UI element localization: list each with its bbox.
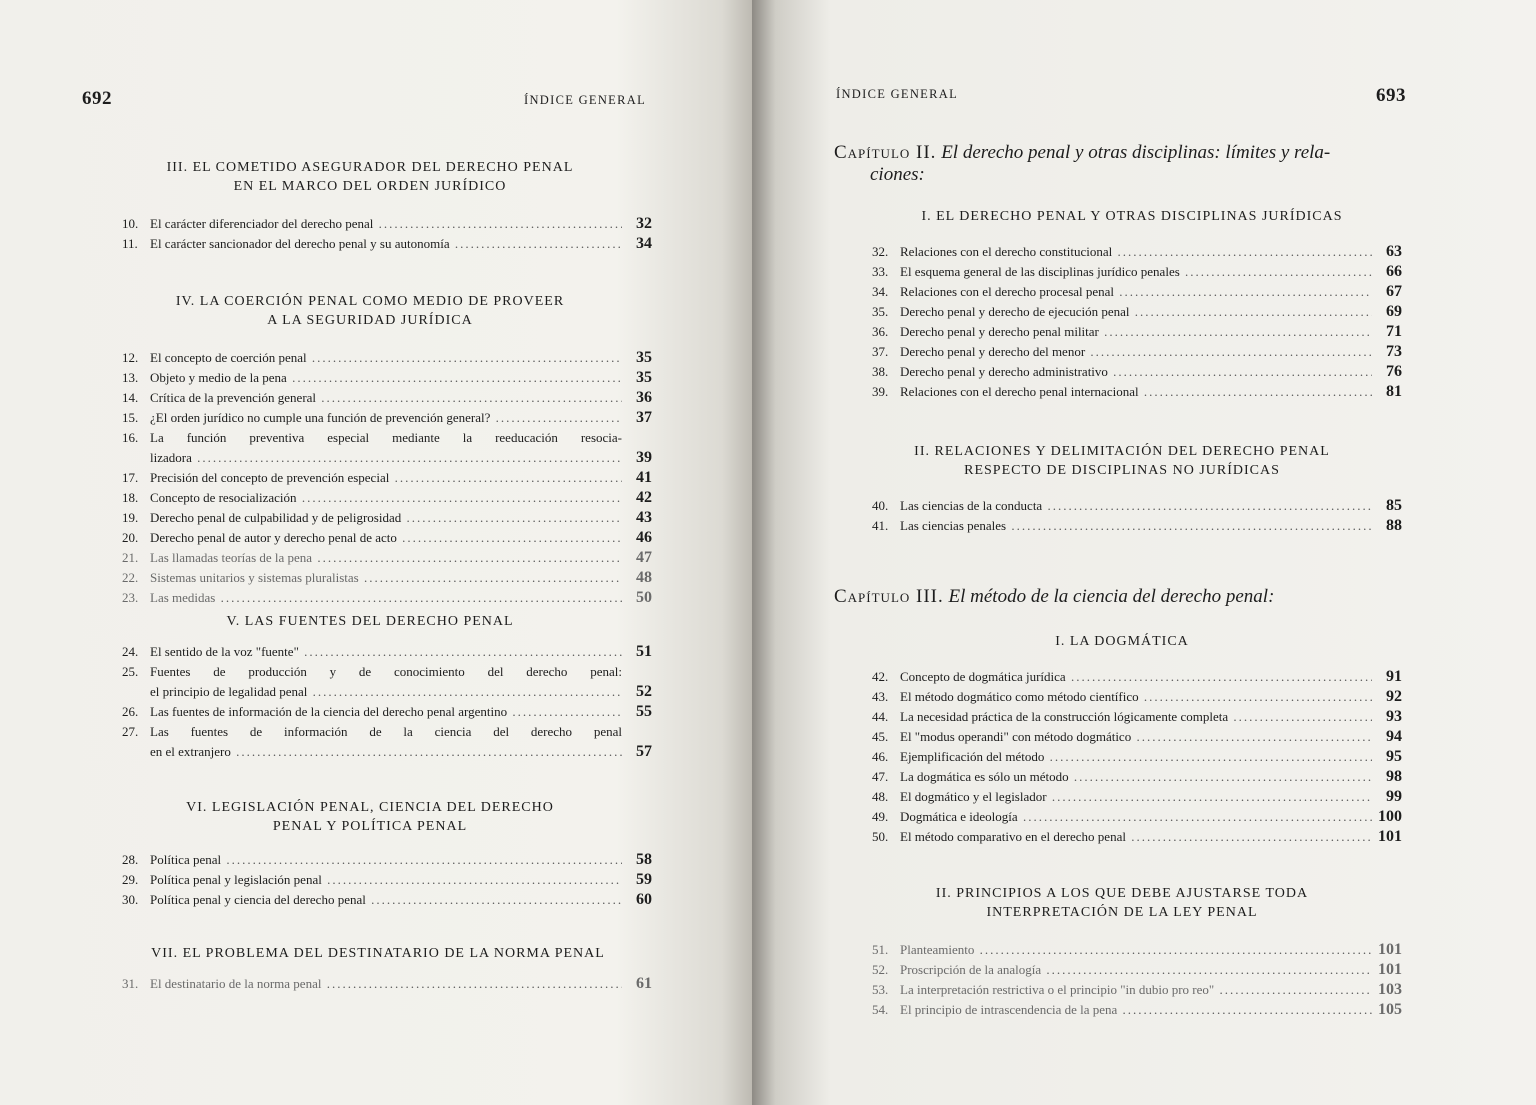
toc-list [122, 850, 652, 910]
toc-entry[interactable]: 41. Las ciencias penales ..... 88 [872, 516, 1402, 536]
toc-entry[interactable]: 14. Crítica de la prevención general ..... 36 [122, 388, 652, 408]
toc-list [122, 348, 652, 608]
toc-entry[interactable]: 16. La función preventiva especial mediante la reeducación resocia- lizadora ..... 39 [122, 428, 652, 468]
toc-entry[interactable]: 54. El principio de intrascendencia de la pena ..... 105 [872, 1000, 1402, 1020]
section-title: IV. LA COERCIÓN PENAL COMO MEDIO DE PROVEER A LA SEGURIDAD JURÍDICA [175, 294, 565, 328]
left-page [0, 0, 752, 1105]
toc-entry[interactable]: 29. Política penal y legislación penal ..... 59 [122, 870, 652, 890]
toc-entry[interactable]: 46. Ejemplificación del método ..... 95 [872, 747, 1402, 767]
toc-entry[interactable]: 36. Derecho penal y derecho penal militar ..... 71 [872, 322, 1402, 342]
toc-entry[interactable]: 23. Las medidas ..... 50 [122, 588, 652, 608]
toc-list [872, 940, 1402, 1020]
toc-entry[interactable]: 32. Relaciones con el derecho constitucional ..... 63 [872, 242, 1402, 262]
toc-entry[interactable]: 48. El dogmático y el legislador ..... 99 [872, 787, 1402, 807]
toc-entry[interactable]: 38. Derecho penal y derecho administrativo ..... 76 [872, 362, 1402, 382]
section-title: VII. EL PROBLEMA DEL DESTINATARIO DE LA NORMA PENAL [151, 946, 605, 961]
toc-entry[interactable]: 33. El esquema general de las disciplinas jurídico penales ..... 66 [872, 262, 1402, 282]
toc-entry[interactable]: 10. El carácter diferenciador del derecho penal ..... 32 [122, 214, 652, 234]
toc-entry[interactable]: 15. ¿El orden jurídico no cumple una función de prevención general? ..... 37 [122, 408, 652, 428]
toc-entry[interactable]: 35. Derecho penal y derecho de ejecución penal ..... 69 [872, 302, 1402, 322]
toc-list [872, 496, 1402, 536]
section-title: III. EL COMETIDO ASEGURADOR DEL DERECHO PENAL EN EL MARCO DEL ORDEN JURÍDICO [166, 160, 574, 194]
toc-entry[interactable]: 52. Proscripción de la analogía ..... 101 [872, 960, 1402, 980]
chapter-heading: Capítulo III. El método de la ciencia del derecho penal: [834, 586, 1275, 607]
toc-entry[interactable]: 37. Derecho penal y derecho del menor ..... 73 [872, 342, 1402, 362]
toc-entry[interactable]: 27. Las fuentes de información de la ciencia del derecho penal en el extranjero ..... 57 [122, 722, 652, 762]
toc-entry[interactable]: 49. Dogmática e ideología ..... 100 [872, 807, 1402, 827]
chapter-heading: Capítulo II. El derecho penal y otras disciplinas: límites y rela- ciones: [834, 142, 1331, 185]
toc-entry[interactable]: 13. Objeto y medio de la pena ..... 35 [122, 368, 652, 388]
toc-entry[interactable]: 19. Derecho penal de culpabilidad y de peligrosidad ..... 43 [122, 508, 652, 528]
toc-entry[interactable]: 50. El método comparativo en el derecho penal ..... 101 [872, 827, 1402, 847]
toc-entry[interactable]: 30. Política penal y ciencia del derecho penal ..... 60 [122, 890, 652, 910]
toc-entry[interactable]: 26. Las fuentes de información de la ciencia del derecho penal argentino ..... 55 [122, 702, 652, 722]
running-head: ÍNDICE GENERAL [524, 93, 647, 107]
toc-entry[interactable]: 47. La dogmática es sólo un método ..... 98 [872, 767, 1402, 787]
toc-entry[interactable]: 18. Concepto de resocialización ..... 42 [122, 488, 652, 508]
toc-entry[interactable]: 11. El carácter sancionador del derecho penal y su autonomía ..... 34 [122, 234, 652, 254]
section-title: VI. LEGISLACIÓN PENAL, CIENCIA DEL DERECHO PENAL Y POLÍTICA PENAL [186, 800, 554, 834]
toc-entry[interactable]: 21. Las llamadas teorías de la pena ..... 47 [122, 548, 652, 568]
section-title: V. LAS FUENTES DEL DERECHO PENAL [226, 614, 514, 629]
toc-entry[interactable]: 45. El "modus operandi" con método dogmático ..... 94 [872, 727, 1402, 747]
page-number: 692 [82, 88, 112, 109]
toc-entry[interactable]: 12. El concepto de coerción penal ..... 35 [122, 348, 652, 368]
toc-entry[interactable]: 31. El destinatario de la norma penal ..... 61 [122, 974, 652, 994]
section-title: II. RELACIONES Y DELIMITACIÓN DEL DERECHO PENAL RESPECTO DE DISCIPLINAS NO JURÍDICAS [914, 444, 1330, 478]
toc-entry[interactable]: 25. Fuentes de producción y de conocimiento del derecho penal: el principio de legalidad penal ..... 52 [122, 662, 652, 702]
toc-entry[interactable]: 43. El método dogmático como método científico ..... 92 [872, 687, 1402, 707]
toc-list [122, 974, 652, 994]
section-title: I. LA DOGMÁTICA [1055, 634, 1189, 649]
toc-entry[interactable]: 44. La necesidad práctica de la construcción lógicamente completa ..... 93 [872, 707, 1402, 727]
toc-list [122, 214, 652, 254]
toc-entry[interactable]: 51. Planteamiento ..... 101 [872, 940, 1402, 960]
page-number: 693 [1376, 85, 1406, 106]
toc-entry[interactable]: 22. Sistemas unitarios y sistemas pluralistas ..... 48 [122, 568, 652, 588]
toc-list [872, 242, 1402, 402]
toc-entry[interactable]: 17. Precisión del concepto de prevención especial ..... 41 [122, 468, 652, 488]
toc-entry[interactable]: 39. Relaciones con el derecho penal internacional ..... 81 [872, 382, 1402, 402]
toc-entry[interactable]: 42. Concepto de dogmática jurídica ..... 91 [872, 667, 1402, 687]
right-page [752, 0, 1536, 1105]
toc-entry[interactable]: 28. Política penal ..... 58 [122, 850, 652, 870]
toc-entry[interactable]: 40. Las ciencias de la conducta ..... 85 [872, 496, 1402, 516]
running-head: ÍNDICE GENERAL [836, 87, 959, 101]
toc-entry[interactable]: 34. Relaciones con el derecho procesal penal ..... 67 [872, 282, 1402, 302]
toc-entry[interactable]: 53. La interpretación restrictiva o el principio "in dubio pro reo" ..... 103 [872, 980, 1402, 1000]
toc-entry[interactable]: 24. El sentido de la voz "fuente" ..... 51 [122, 642, 652, 662]
toc-list [872, 667, 1402, 847]
section-title: I. EL DERECHO PENAL Y OTRAS DISCIPLINAS JURÍDICAS [921, 209, 1343, 224]
toc-entry[interactable]: 20. Derecho penal de autor y derecho penal de acto ..... 46 [122, 528, 652, 548]
toc-list [122, 642, 652, 762]
section-title: II. PRINCIPIOS A LOS QUE DEBE AJUSTARSE TODA INTERPRETACIÓN DE LA LEY PENAL [935, 886, 1309, 920]
